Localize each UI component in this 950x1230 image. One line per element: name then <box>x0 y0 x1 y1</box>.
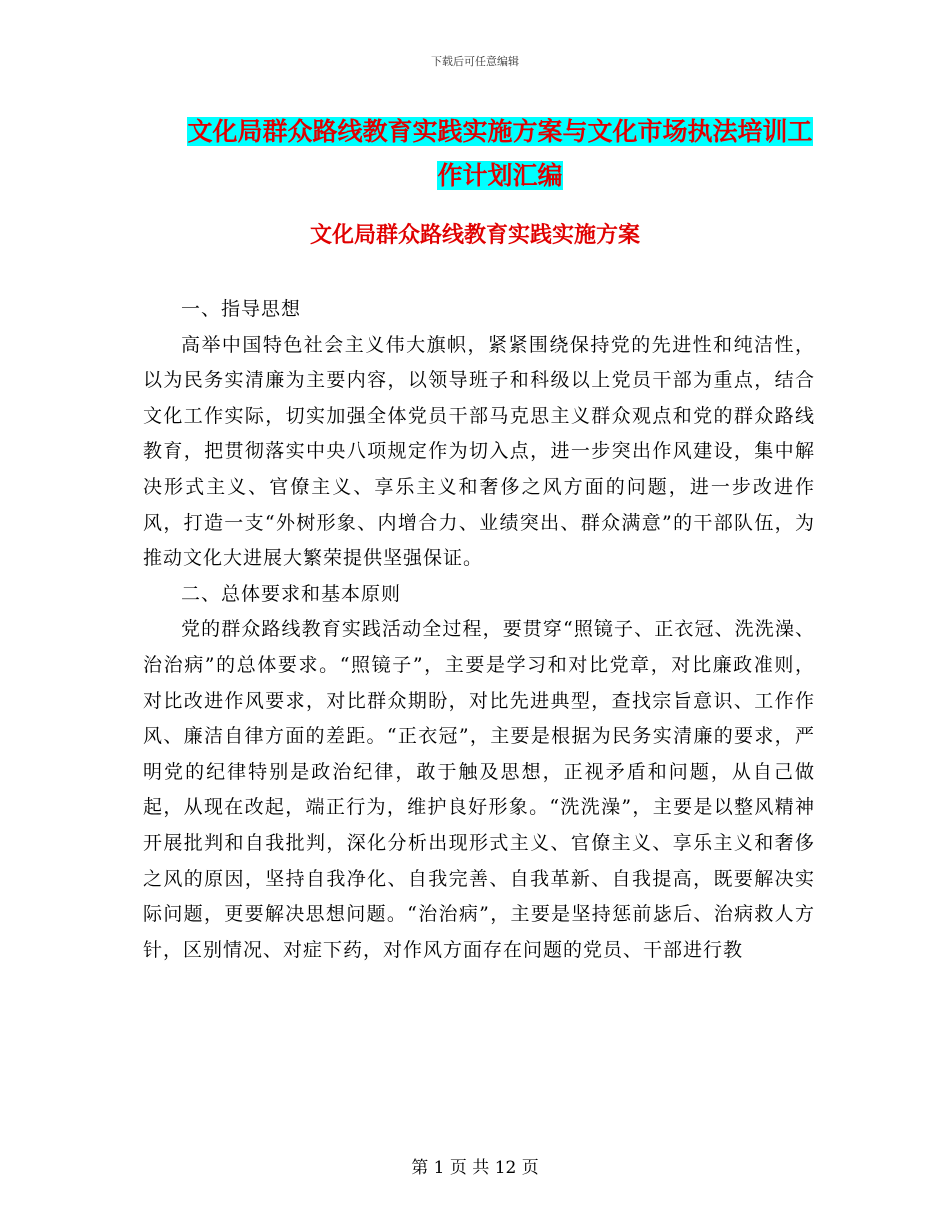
section-heading-1: 一、指导思想 <box>181 298 302 320</box>
page-header: 下载后可任意编辑 <box>431 55 519 68</box>
main-title-highlight: 文化局群众路线教育实践实施方案与文化市场执法培训工作计划汇编 <box>187 117 813 190</box>
page-footer: 第 1 页 共 12 页 <box>411 1158 539 1178</box>
document-main-title <box>180 110 820 198</box>
document-sub-title: 文化局群众路线教育实践实施方案 <box>309 222 640 248</box>
section-heading-2: 二、总体要求和基本原则 <box>181 582 402 605</box>
paragraph-2: 党的群众路线教育实践活动全过程，要贯穿“照镜子、正衣冠、洗洗澡、治治病”的总体要求。“照镜子”，主要是学习和对比党章，对比廉政准则，对比改进作风要求，对比群众期盼，对比先进典型，查找宗旨意识、工作作风、廉洁自律方面的差距。“正衣冠”，主要是根据为民务实清廉的要求，严明党的纪律特别是政治纪律，敢于触及思想，正视矛盾和问题，从自己做起，从现在改起，端正行为，维护良好形象。“洗洗澡”，主要是以整风精神开展批判和自我批判，深化分析出现形式主义、官僚主义、享乐主义和奢侈之风的原因，坚持自我净化、自我完善、自我革新、自我提高，既要解决实际问题，更要解决思想问题。“治治病”，主要是坚持惩前毖后、治病救人方针，区别情况、对症下药，对作风方面存在问题的党员、干部进行教 <box>143 618 815 961</box>
document-body <box>143 292 815 968</box>
paragraph-1: 高举中国特色社会主义伟大旗帜，紧紧围绕保持党的先进性和纯洁性，以为民务实清廉为主要内容，以领导班子和科级以上党员干部为重点，结合文化工作实际，切实加强全体党员干部马克思主义群众观点和党的群众路线教育，把贯彻落实中央八项规定作为切入点，进一步突出作风建设，集中解决形式主义、官僚主义、享乐主义和奢侈之风方面的问题，进一步改进作风，打造一支“外树形象、内增合力、业绩突出、群众满意”的干部队伍，为推动文化大进展大繁荣提供坚强保证。 <box>143 333 815 570</box>
